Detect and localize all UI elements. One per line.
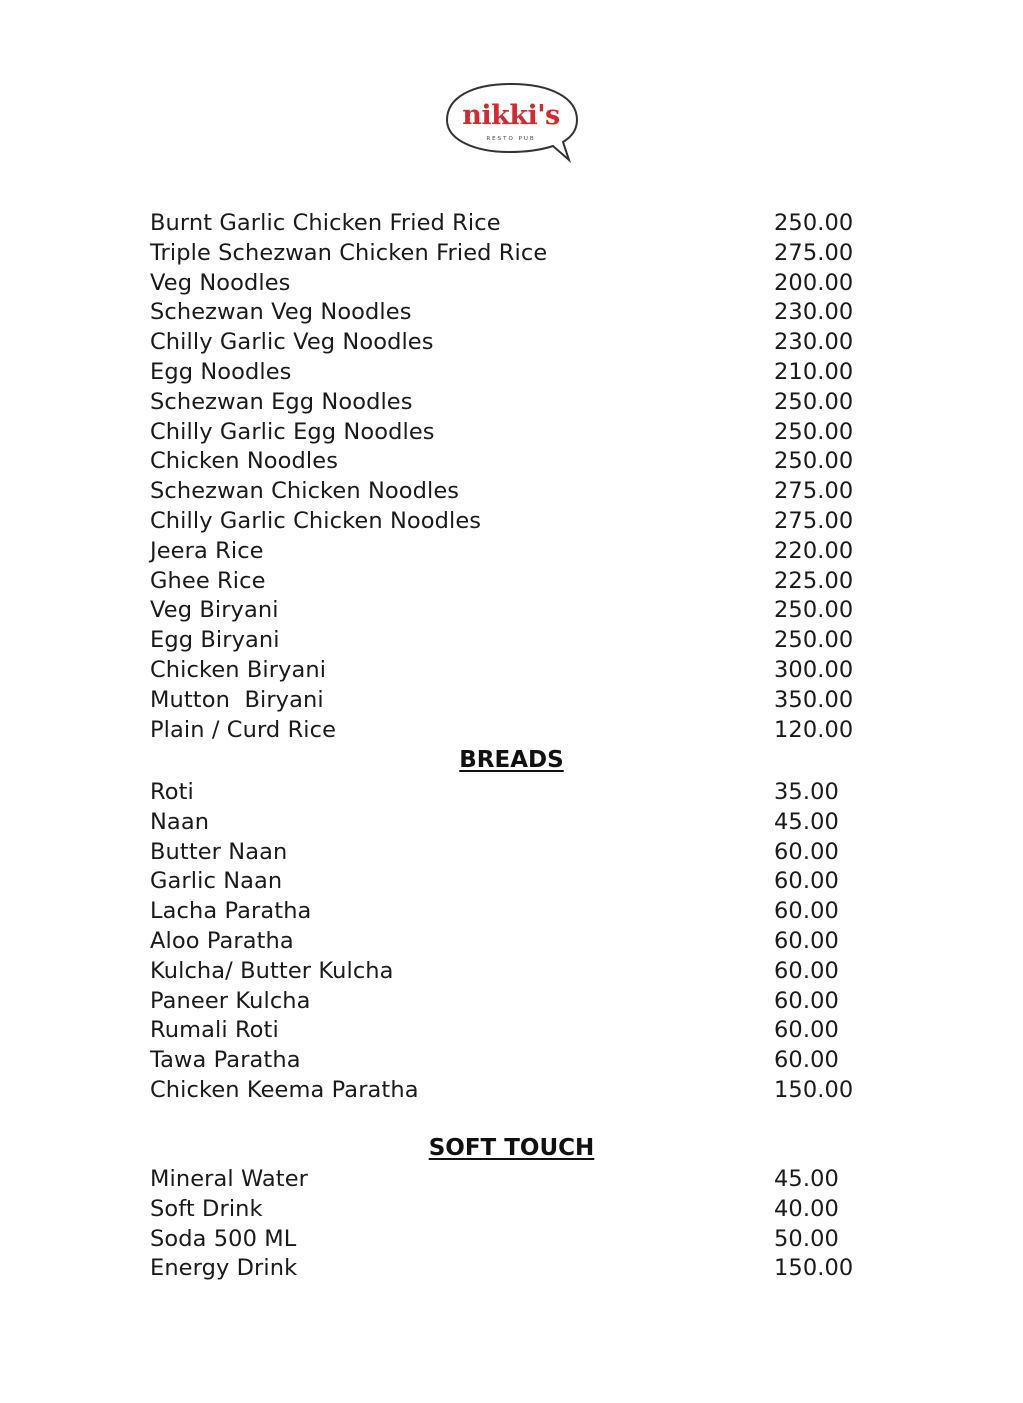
menu-item-price: 60.00 bbox=[774, 927, 839, 954]
menu-item bbox=[150, 209, 854, 239]
menu-item bbox=[150, 808, 850, 838]
menu-item-name: Burnt Garlic Chicken Fried Rice bbox=[150, 210, 501, 236]
menu-item-name: Plain / Curd Rice bbox=[150, 716, 337, 743]
menu-item-name: Egg Biryani bbox=[150, 627, 280, 654]
menu-item bbox=[150, 388, 854, 418]
menu-item bbox=[150, 507, 854, 537]
menu-item bbox=[150, 269, 854, 299]
menu-item-price: 60.00 bbox=[774, 898, 839, 925]
menu-item-name: Tawa Paratha bbox=[150, 1047, 301, 1074]
menu-item-price: 60.00 bbox=[774, 1017, 839, 1044]
menu-item-price: 230.00 bbox=[774, 329, 854, 356]
menu-item bbox=[150, 897, 850, 927]
menu-item-price: 210.00 bbox=[774, 358, 854, 385]
menu-item-price: 275.00 bbox=[774, 478, 854, 505]
menu-item-name: Paneer Kulcha bbox=[150, 987, 311, 1014]
menu-item bbox=[150, 418, 854, 448]
menu-item bbox=[150, 239, 854, 269]
menu-item-name: Schezwan Veg Noodles bbox=[150, 299, 412, 326]
menu-item-price: 60.00 bbox=[774, 1047, 839, 1074]
menu-item-name: Naan bbox=[150, 808, 210, 835]
menu-item-name: Chicken Biryani bbox=[150, 656, 327, 683]
menu-item-name: Lacha Paratha bbox=[150, 898, 312, 925]
menu-item-name: Egg Noodles bbox=[150, 358, 292, 385]
menu-item bbox=[150, 927, 850, 957]
menu-item-name: Chilly Garlic Veg Noodles bbox=[150, 329, 434, 356]
menu-item-name: Energy Drink bbox=[150, 1255, 298, 1282]
menu-item bbox=[150, 626, 854, 656]
menu-item bbox=[150, 447, 854, 477]
menu-item-price: 35.00 bbox=[774, 779, 839, 805]
menu-item bbox=[150, 477, 854, 507]
menu-item-price: 45.00 bbox=[774, 1166, 839, 1192]
menu-item-price: 350.00 bbox=[774, 686, 854, 713]
menu-item-name: Garlic Naan bbox=[150, 868, 283, 895]
logo-brand-text: nikki's bbox=[462, 100, 560, 131]
menu-item bbox=[150, 778, 850, 808]
menu-item-name: Aloo Paratha bbox=[150, 927, 294, 954]
menu-item bbox=[150, 838, 850, 868]
menu-item bbox=[150, 1225, 850, 1255]
menu-item-name: Mutton Biryani bbox=[150, 686, 324, 713]
menu-item bbox=[150, 596, 854, 626]
menu-item-price: 225.00 bbox=[774, 567, 854, 594]
menu-item bbox=[150, 567, 854, 597]
menu-item-name: Ghee Rice bbox=[150, 567, 266, 594]
menu-item-price: 150.00 bbox=[774, 1076, 854, 1103]
menu-item-name: Chilly Garlic Chicken Noodles bbox=[150, 507, 482, 534]
menu-item-name: Jeera Rice bbox=[150, 537, 264, 564]
menu-item-price: 275.00 bbox=[774, 239, 854, 266]
menu-item bbox=[150, 716, 854, 746]
menu-item-name: Butter Naan bbox=[150, 838, 288, 865]
menu-item-name: Veg Noodles bbox=[150, 269, 291, 296]
menu-item bbox=[150, 358, 854, 388]
menu-item-price: 60.00 bbox=[774, 957, 839, 984]
menu-item-name: Schezwan Chicken Noodles bbox=[150, 478, 460, 505]
menu-item bbox=[150, 1254, 854, 1284]
brand-logo bbox=[441, 80, 581, 164]
menu-item-price: 40.00 bbox=[774, 1195, 839, 1222]
menu-item-price: 60.00 bbox=[774, 868, 839, 895]
menu-item-name: Chicken Noodles bbox=[150, 448, 339, 475]
menu-item-price: 250.00 bbox=[774, 597, 854, 624]
menu-item bbox=[150, 537, 854, 567]
breads-heading: BREADS bbox=[459, 747, 564, 773]
menu-item-name: Chicken Keema Paratha bbox=[150, 1076, 419, 1103]
menu-item-name: Soft Drink bbox=[150, 1195, 263, 1222]
menu-item-price: 250.00 bbox=[774, 627, 854, 654]
menu-item-name: Soda 500 ML bbox=[150, 1225, 297, 1252]
menu-item bbox=[150, 1195, 850, 1225]
menu-item-price: 150.00 bbox=[774, 1255, 854, 1282]
menu-item bbox=[150, 328, 854, 358]
menu-item bbox=[150, 656, 854, 686]
menu-item-name: Chilly Garlic Egg Noodles bbox=[150, 418, 435, 445]
menu-item-price: 60.00 bbox=[774, 987, 839, 1014]
menu-item bbox=[150, 867, 850, 897]
menu-item-price: 50.00 bbox=[774, 1225, 839, 1252]
menu-item-name: Schezwan Egg Noodles bbox=[150, 388, 413, 415]
menu-item-price: 250.00 bbox=[774, 388, 854, 415]
menu-item bbox=[150, 686, 854, 716]
menu-item-price: 220.00 bbox=[774, 537, 854, 564]
menu-item-name: Mineral Water bbox=[150, 1166, 309, 1192]
menu-item-name: Kulcha/ Butter Kulcha bbox=[150, 957, 394, 984]
menu-item-price: 250.00 bbox=[774, 418, 854, 445]
menu-item-name: Triple Schezwan Chicken Fried Rice bbox=[150, 239, 548, 266]
menu-item-price: 45.00 bbox=[774, 808, 839, 835]
menu-item-name: Rumali Roti bbox=[150, 1017, 279, 1044]
menu-item-price: 120.00 bbox=[774, 716, 854, 743]
rice-noodles-section bbox=[150, 209, 854, 745]
menu-item-price: 230.00 bbox=[774, 299, 854, 326]
menu-item-price: 275.00 bbox=[774, 507, 854, 534]
menu-item-name: Roti bbox=[150, 779, 194, 805]
menu-item bbox=[150, 1046, 850, 1076]
menu-item bbox=[150, 298, 854, 328]
menu-item bbox=[150, 957, 850, 987]
soft-touch-section bbox=[150, 1165, 854, 1284]
menu-item-price: 300.00 bbox=[774, 656, 854, 683]
menu-item-name: Veg Biryani bbox=[150, 597, 279, 624]
menu-item bbox=[150, 1016, 850, 1046]
menu-item-price: 200.00 bbox=[774, 269, 854, 296]
menu-item bbox=[150, 1076, 854, 1106]
menu-item-price: 250.00 bbox=[774, 210, 854, 236]
breads-section bbox=[150, 778, 854, 1106]
soft-touch-heading: SOFT TOUCH bbox=[428, 1135, 595, 1161]
logo-tagline: RESTO PUB bbox=[486, 136, 536, 142]
menu-item-price: 250.00 bbox=[774, 448, 854, 475]
menu-item-price: 60.00 bbox=[774, 838, 839, 865]
menu-item bbox=[150, 1165, 850, 1195]
menu-item bbox=[150, 987, 850, 1017]
